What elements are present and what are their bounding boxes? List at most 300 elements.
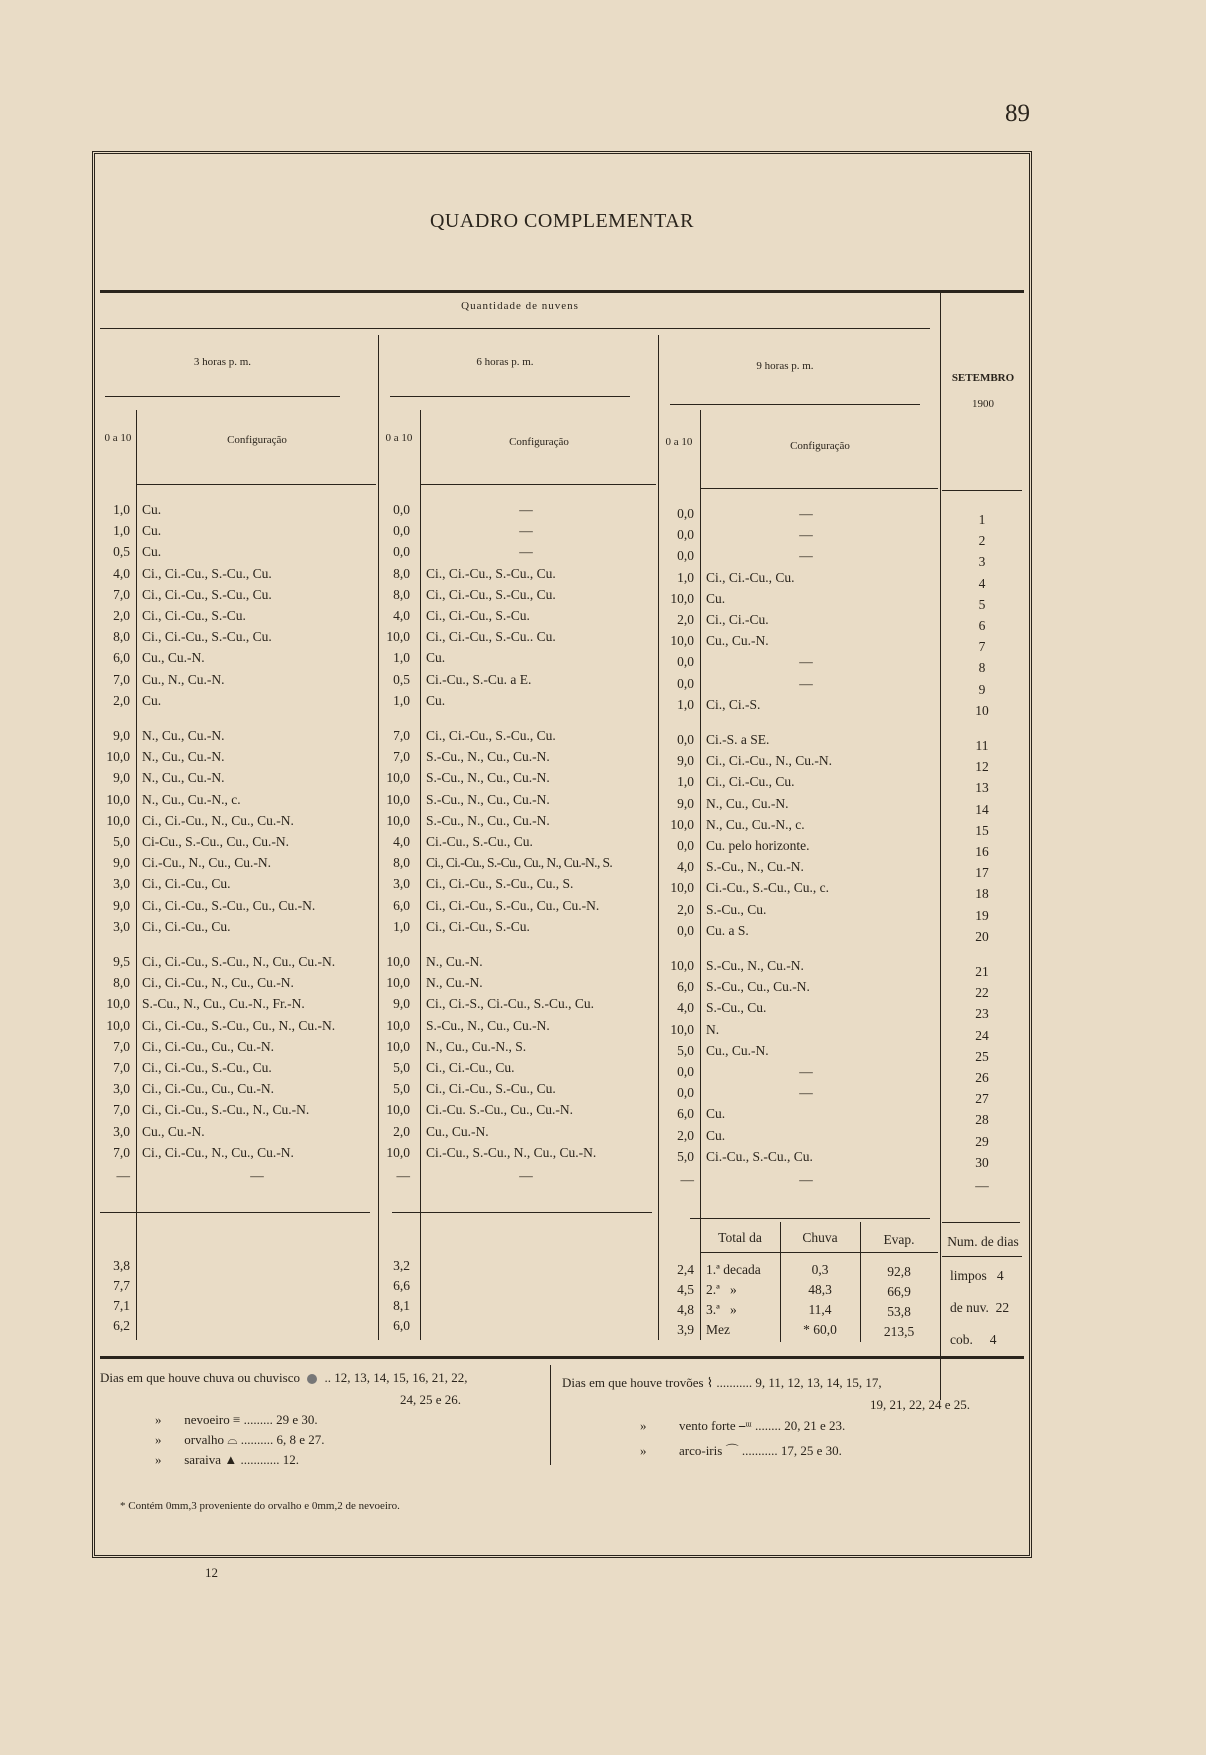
config-9pm: S.-Cu., Cu. bbox=[706, 1000, 767, 1016]
header-6pm: 6 horas p. m. bbox=[476, 356, 534, 368]
mean-9pm: 2,4 bbox=[677, 1262, 694, 1277]
period: 1.ª decada bbox=[706, 1262, 761, 1277]
day: 23 bbox=[975, 1006, 989, 1022]
config-6pm: Ci., Ci.-Cu., S.-Cu., Cu. bbox=[426, 565, 556, 581]
config-9pm: Cu. pelo horizonte. bbox=[706, 838, 810, 853]
cloud-amount-9pm: 1,0 bbox=[677, 696, 694, 712]
config-9pm: N. bbox=[706, 1021, 720, 1037]
leader: .. bbox=[324, 1370, 335, 1385]
header-rule bbox=[670, 404, 920, 405]
day: 13 bbox=[975, 780, 989, 796]
cloud-amount-6pm: 10,0 bbox=[386, 954, 410, 969]
config-3pm: Ci., Ci.-Cu., S.-Cu., Cu. bbox=[142, 586, 272, 602]
config-6pm: Ci., Ci.-Cu., S.-Cu. bbox=[426, 608, 530, 623]
cloud-amount-9pm: 1,0 bbox=[677, 569, 694, 585]
config-6pm: S.-Cu., N., Cu., Cu.-N. bbox=[426, 812, 550, 828]
wind-icon: ⎯ᵚ bbox=[738, 1418, 752, 1433]
cloud-amount-3pm: 10,0 bbox=[106, 996, 130, 1012]
cloud-amount-6pm: 4,0 bbox=[393, 834, 410, 849]
cloud-amount-6pm: 0,0 bbox=[393, 502, 410, 517]
config-3pm: — bbox=[250, 1168, 264, 1183]
cloud-amount-6pm: 1,0 bbox=[393, 918, 410, 934]
config-6pm: Ci., Ci.-Cu., S.-Cu.. Cu. bbox=[426, 629, 556, 645]
day: 14 bbox=[975, 801, 989, 817]
cloud-amount-3pm: — bbox=[116, 1168, 130, 1183]
leader: ........ bbox=[755, 1418, 782, 1433]
day: 22 bbox=[975, 985, 989, 1001]
hail-icon: ▲ bbox=[224, 1452, 238, 1467]
cloud-amount-9pm: 2,0 bbox=[677, 612, 694, 627]
arco-label: » arco-iris bbox=[640, 1443, 723, 1458]
cloud-amount-3pm: 7,0 bbox=[113, 586, 130, 602]
config-6pm: Ci.-Cu., S.-Cu. a E. bbox=[426, 671, 532, 687]
cloud-amount-9pm: 0,0 bbox=[677, 675, 694, 691]
cloud-amount-3pm: 7,0 bbox=[113, 1060, 130, 1075]
cloud-amount-9pm: 0,0 bbox=[677, 1085, 694, 1101]
period: 3.ª » bbox=[706, 1302, 737, 1317]
config-9pm: — bbox=[799, 1064, 813, 1079]
mean-6pm: 8,1 bbox=[393, 1298, 410, 1313]
day: 3 bbox=[978, 554, 986, 570]
config-3pm: Ci., Ci.-Cu., Cu., Cu.-N. bbox=[142, 1081, 275, 1097]
day: 11 bbox=[975, 738, 989, 753]
cloud-amount-9pm: 10,0 bbox=[670, 958, 694, 973]
config-6pm: Ci., Ci.-Cu., S.-Cu. bbox=[426, 918, 530, 934]
config-3pm: Ci., Ci.-Cu., N., Cu., Cu.-N. bbox=[142, 1144, 294, 1160]
cloud-amount-9pm: 6,0 bbox=[677, 979, 694, 995]
config-6pm: Ci.-Cu. S.-Cu., Cu., Cu.-N. bbox=[426, 1102, 574, 1118]
day: 15 bbox=[975, 822, 989, 838]
evap-value: 92,8 bbox=[887, 1264, 911, 1279]
config-6pm: S.-Cu., N., Cu., Cu.-N. bbox=[426, 1017, 550, 1033]
config-6pm: Cu., Cu.-N. bbox=[426, 1123, 489, 1139]
cloud-amount-3pm: 7,0 bbox=[113, 1102, 130, 1118]
cloud-amount-3pm: 3,0 bbox=[113, 918, 130, 934]
day: 28 bbox=[975, 1112, 989, 1128]
cloud-amount-9pm: 10,0 bbox=[670, 590, 694, 606]
cloud-amount-6pm: 8,0 bbox=[393, 565, 410, 581]
config-3pm: Cu., N., Cu.-N. bbox=[142, 671, 225, 687]
cloud-amount-9pm: 10,0 bbox=[670, 880, 694, 896]
orvalho-days: 6, 8 e 27. bbox=[276, 1432, 325, 1447]
config-3pm: Ci., Ci.-Cu., S.-Cu., N., Cu., Cu.-N. bbox=[142, 954, 336, 969]
day: 21 bbox=[975, 964, 989, 979]
config-3pm: Ci., Ci.-Cu., N., Cu., Cu.-N. bbox=[142, 812, 294, 828]
cloud-amount-3pm: 8,0 bbox=[113, 629, 130, 645]
header-month: SETEMBRO bbox=[951, 372, 1015, 384]
config-9pm: S.-Cu., N., Cu.-N. bbox=[706, 958, 804, 973]
cloud-amount-6pm: 10,0 bbox=[386, 975, 410, 991]
config-9pm: Ci.-S. a SE. bbox=[706, 732, 770, 747]
cloud-amount-3pm: 7,0 bbox=[113, 1038, 130, 1054]
mean-9pm: 3,9 bbox=[677, 1322, 694, 1337]
day: 4 bbox=[978, 575, 986, 591]
cloud-amount-3pm: 6,0 bbox=[113, 650, 130, 666]
cloud-amount-9pm: 5,0 bbox=[677, 1042, 694, 1058]
evap-value: 213,5 bbox=[883, 1324, 915, 1339]
footnote-orvalho bbox=[155, 1432, 325, 1448]
cloud-amount-3pm: 9,0 bbox=[113, 770, 130, 786]
chuva-days-cont: 24, 25 e 26. bbox=[400, 1392, 462, 1407]
divider bbox=[942, 1256, 1022, 1257]
config-3pm: Ci., Ci.-Cu., S.-Cu., Cu., Cu.-N. bbox=[142, 897, 316, 913]
config-9pm: S.-Cu., N., Cu.-N. bbox=[706, 859, 804, 875]
config-6pm: Cu. bbox=[426, 650, 446, 666]
day: 16 bbox=[975, 844, 989, 859]
day: 5 bbox=[978, 596, 986, 612]
header-scale-6pm: 0 a 10 bbox=[385, 432, 413, 444]
config-6pm: — bbox=[519, 523, 533, 539]
divider bbox=[942, 1222, 1020, 1223]
num-dias-label: Num. de dias bbox=[947, 1234, 1019, 1249]
config-6pm: — bbox=[519, 502, 533, 517]
cloud-amount-9pm: 0,0 bbox=[677, 732, 694, 747]
cloud-amount-9pm: 5,0 bbox=[677, 1148, 694, 1164]
header-year: 1900 bbox=[972, 398, 994, 410]
cloud-amount-9pm: 4,0 bbox=[677, 859, 694, 875]
cloud-amount-3pm: 5,0 bbox=[113, 834, 130, 849]
config-9pm: N., Cu., Cu.-N., c. bbox=[706, 816, 805, 832]
cloud-amount-6pm: 10,0 bbox=[386, 791, 410, 807]
config-6pm: — bbox=[519, 544, 533, 560]
config-6pm: Ci., Ci.-Cu., S.-Cu., Cu. bbox=[426, 728, 556, 743]
cloud-amount-3pm: 3,0 bbox=[113, 1081, 130, 1097]
config-3pm: Ci., Ci.-Cu., N., Cu., Cu.-N. bbox=[142, 975, 294, 991]
config-9pm: — bbox=[799, 1172, 813, 1187]
config-3pm: Cu. bbox=[142, 692, 162, 708]
config-6pm: Ci., Ci.-Cu., S.-Cu., Cu., S. bbox=[426, 876, 574, 892]
day: 1 bbox=[978, 512, 986, 527]
cloud-amount-3pm: 9,5 bbox=[113, 954, 130, 969]
config-9pm: Ci., Ci.-Cu., Cu. bbox=[706, 569, 795, 585]
period: 2.ª » bbox=[706, 1282, 737, 1297]
divider bbox=[550, 1365, 551, 1465]
clouds-group-header: Quantidade de nuvens bbox=[461, 300, 579, 312]
cloud-amount-6pm: 8,0 bbox=[393, 586, 410, 602]
header-rule bbox=[420, 484, 656, 485]
footnote-vento bbox=[640, 1418, 845, 1434]
cob: cob. 4 bbox=[950, 1332, 997, 1347]
leader: ......... bbox=[243, 1412, 273, 1427]
config-9pm: Ci., Ci.-Cu., N., Cu.-N. bbox=[706, 753, 833, 769]
config-3pm: Ci., Ci.-Cu., S.-Cu., Cu., N., Cu.-N. bbox=[142, 1017, 336, 1033]
footnote-note: * Contém 0mm,3 proveniente do orvalho e 0mm,2 de nevoeiro. bbox=[120, 1500, 400, 1512]
day: 9 bbox=[978, 681, 986, 697]
config-9pm: S.-Cu., Cu. bbox=[706, 901, 767, 917]
rainbow-icon: ⌒ bbox=[725, 1443, 739, 1458]
header-rule bbox=[105, 396, 340, 397]
table bbox=[100, 160, 1024, 1550]
cloud-amount-6pm: — bbox=[396, 1168, 410, 1183]
cloud-amount-6pm: 7,0 bbox=[393, 749, 410, 765]
cloud-amount-3pm: 3,0 bbox=[113, 1123, 130, 1139]
cloud-amount-9pm: 0,0 bbox=[677, 654, 694, 670]
footnote-trovoes bbox=[562, 1375, 882, 1391]
divider bbox=[100, 290, 1024, 293]
config-3pm: Cu. bbox=[142, 544, 162, 560]
limpos: limpos 4 bbox=[950, 1268, 1004, 1283]
divider bbox=[700, 410, 701, 1340]
cloud-amount-6pm: 1,0 bbox=[393, 650, 410, 666]
saraiva-days: 12. bbox=[282, 1452, 299, 1467]
config-9pm: N., Cu., Cu.-N. bbox=[706, 795, 789, 811]
config-3pm: Ci.-Cu., N., Cu., Cu.-N. bbox=[142, 855, 272, 871]
mean-3pm: 7,1 bbox=[113, 1298, 130, 1313]
config-3pm: Ci., Ci.-Cu., Cu., Cu.-N. bbox=[142, 1038, 275, 1054]
cloud-amount-3pm: 7,0 bbox=[113, 1144, 130, 1160]
footnote-nevoeiro bbox=[155, 1412, 318, 1428]
chuva-value: 0,3 bbox=[811, 1262, 829, 1277]
day: 27 bbox=[975, 1091, 989, 1107]
cloud-amount-6pm: 10,0 bbox=[386, 1102, 410, 1118]
header-rule bbox=[100, 328, 930, 329]
period: Mez bbox=[706, 1322, 730, 1337]
cloud-amount-3pm: 9,0 bbox=[113, 855, 130, 871]
mean-9pm: 4,8 bbox=[677, 1302, 694, 1317]
cloud-amount-9pm: 0,0 bbox=[677, 527, 694, 543]
day: 17 bbox=[975, 865, 989, 881]
sheet-number: 12 bbox=[205, 1565, 218, 1580]
config-9pm: Cu. bbox=[706, 1106, 726, 1122]
cloud-amount-9pm: 0,0 bbox=[677, 838, 694, 853]
divider bbox=[700, 1252, 938, 1253]
mean-6pm: 6,0 bbox=[393, 1318, 410, 1333]
cloud-amount-6pm: 10,0 bbox=[386, 1038, 410, 1054]
cloud-amount-6pm: 0,0 bbox=[393, 523, 410, 539]
leader: ........... bbox=[741, 1443, 778, 1458]
cloud-amount-9pm: 9,0 bbox=[677, 753, 694, 769]
trovoes-days-cont: 19, 21, 22, 24 e 25. bbox=[870, 1397, 971, 1412]
chuva-label: Chuva bbox=[802, 1230, 838, 1245]
config-3pm: S.-Cu., N., Cu., Cu.-N., Fr.-N. bbox=[142, 996, 305, 1012]
config-3pm: Ci-Cu., S.-Cu., Cu., Cu.-N. bbox=[142, 834, 290, 849]
evap-value: 53,8 bbox=[887, 1304, 911, 1319]
config-3pm: Cu., Cu.-N. bbox=[142, 650, 205, 666]
config-6pm: Ci.-Cu., S.-Cu., Cu. bbox=[426, 834, 533, 849]
cloud-amount-3pm: 3,0 bbox=[113, 876, 130, 892]
day: 24 bbox=[975, 1027, 989, 1043]
cloud-amount-9pm: 10,0 bbox=[670, 633, 694, 649]
config-9pm: — bbox=[799, 506, 813, 521]
config-3pm: Ci., Ci.-Cu., S.-Cu., Cu. bbox=[142, 629, 272, 645]
cloud-amount-6pm: 3,0 bbox=[393, 876, 410, 892]
cloud-amount-6pm: 9,0 bbox=[393, 996, 410, 1012]
cloud-amount-6pm: 10,0 bbox=[386, 812, 410, 828]
cloud-amount-3pm: 0,5 bbox=[113, 544, 130, 560]
config-6pm: N., Cu., Cu.-N., S. bbox=[426, 1038, 527, 1054]
cloud-amount-9pm: 4,0 bbox=[677, 1000, 694, 1016]
day: 20 bbox=[975, 928, 989, 944]
config-9pm: Cu., Cu.-N. bbox=[706, 633, 769, 649]
header-scale-3pm: 0 a 10 bbox=[104, 432, 132, 444]
cloud-amount-3pm: 1,0 bbox=[113, 523, 130, 539]
chuva-value: 11,4 bbox=[808, 1302, 832, 1317]
config-3pm: N., Cu., Cu.-N. bbox=[142, 770, 225, 786]
cloud-amount-6pm: 10,0 bbox=[386, 770, 410, 786]
config-9pm: S.-Cu., Cu., Cu.-N. bbox=[706, 979, 810, 995]
day: 30 bbox=[975, 1154, 989, 1170]
config-6pm: — bbox=[519, 1168, 533, 1183]
total-label: Total da bbox=[718, 1230, 762, 1245]
config-9pm: Cu. bbox=[706, 1127, 726, 1143]
thunder-icon: ⌇ bbox=[706, 1375, 714, 1390]
config-9pm: Cu. bbox=[706, 590, 726, 606]
config-9pm: — bbox=[799, 548, 813, 564]
header-rule bbox=[136, 484, 376, 485]
footnote-arco bbox=[640, 1440, 842, 1459]
config-6pm: Ci., Ci.-S., Ci.-Cu., S.-Cu., Cu. bbox=[426, 996, 595, 1012]
cloud-amount-6pm: 10,0 bbox=[386, 629, 410, 645]
cloud-amount-6pm: 1,0 bbox=[393, 692, 410, 708]
header-config-3pm: Configuração bbox=[227, 434, 287, 446]
config-3pm: Cu. bbox=[142, 502, 162, 517]
cloud-amount-6pm: 0,5 bbox=[393, 671, 410, 687]
config-9pm: — bbox=[799, 654, 813, 670]
mean-3pm: 6,2 bbox=[113, 1318, 130, 1333]
cloud-amount-9pm: 9,0 bbox=[677, 795, 694, 811]
table-title: QUADRO COMPLEMENTAR bbox=[429, 210, 695, 232]
day: 12 bbox=[975, 759, 989, 775]
cloud-amount-9pm: 2,0 bbox=[677, 1127, 694, 1143]
config-9pm: — bbox=[799, 527, 813, 543]
config-3pm: N., Cu., Cu.-N. bbox=[142, 728, 225, 743]
divider bbox=[100, 1356, 1024, 1359]
leader: .......... bbox=[240, 1432, 274, 1447]
config-3pm: N., Cu., Cu.-N., c. bbox=[142, 791, 241, 807]
config-6pm: S.-Cu., N., Cu., Cu.-N. bbox=[426, 791, 550, 807]
header-config-9pm: Configuração bbox=[790, 440, 850, 452]
cloud-amount-6pm: 10,0 bbox=[386, 1017, 410, 1033]
config-9pm: Ci.-Cu., S.-Cu., Cu., c. bbox=[706, 880, 830, 896]
chuva-label: Dias em que houve chuva ou chuvisco bbox=[100, 1370, 301, 1385]
header-scale-9pm: 0 a 10 bbox=[665, 436, 693, 448]
day: 2 bbox=[978, 533, 986, 549]
chuva-days: 12, 13, 14, 15, 16, 21, 22, bbox=[334, 1370, 468, 1385]
config-9pm: — bbox=[799, 1085, 813, 1101]
trovoes-days: 9, 11, 12, 13, 14, 15, 17, bbox=[755, 1375, 882, 1390]
cloud-amount-6pm: 0,0 bbox=[393, 544, 410, 560]
cloud-amount-9pm: 10,0 bbox=[670, 816, 694, 832]
orvalho-label: » orvalho bbox=[155, 1432, 224, 1447]
footnote-chuva bbox=[100, 1370, 468, 1386]
cloud-amount-9pm: 10,0 bbox=[670, 1021, 694, 1037]
header-rule bbox=[942, 490, 1022, 491]
config-3pm: Ci., Ci.-Cu., S.-Cu., Cu. bbox=[142, 565, 272, 581]
trovoes-label: Dias em que houve trovões bbox=[562, 1375, 704, 1390]
cloud-amount-3pm: 10,0 bbox=[106, 812, 130, 828]
config-6pm: S.-Cu., N., Cu., Cu.-N. bbox=[426, 770, 550, 786]
cloud-amount-3pm: 10,0 bbox=[106, 791, 130, 807]
cloud-amount-6pm: 2,0 bbox=[393, 1123, 410, 1139]
page-number: 89 bbox=[1005, 100, 1030, 127]
cloud-amount-6pm: 7,0 bbox=[393, 728, 410, 743]
config-6pm: Ci., Ci.-Cu., S.-Cu., Cu., Cu.-N. bbox=[426, 897, 600, 913]
config-9pm: Ci., Ci.-S. bbox=[706, 696, 761, 712]
config-6pm: Ci., Ci.-Cu., S.-Cu., Cu. bbox=[426, 586, 556, 602]
day: 8 bbox=[978, 660, 986, 676]
rain-icon bbox=[307, 1374, 317, 1384]
de-nuv: de nuv. 22 bbox=[950, 1300, 1010, 1315]
day: 25 bbox=[975, 1048, 989, 1064]
config-6pm: N., Cu.-N. bbox=[426, 975, 483, 991]
config-9pm: Ci.-Cu., S.-Cu., Cu. bbox=[706, 1148, 813, 1164]
config-9pm: Cu. a S. bbox=[706, 922, 749, 938]
saraiva-label: » saraiva bbox=[155, 1452, 222, 1467]
config-6pm: Ci., Ci.-Cu., S.-Cu., Cu., N., Cu.-N., S. bbox=[426, 855, 613, 871]
day: 10 bbox=[975, 702, 989, 718]
cloud-amount-3pm: 8,0 bbox=[113, 975, 130, 991]
vento-label: » vento forte bbox=[640, 1418, 736, 1433]
leader: ............ bbox=[240, 1452, 280, 1467]
day: — bbox=[975, 1178, 989, 1193]
cloud-amount-3pm: 1,0 bbox=[113, 502, 130, 517]
cloud-amount-6pm: 5,0 bbox=[393, 1060, 410, 1075]
chuva-value: * 60,0 bbox=[803, 1322, 837, 1337]
cloud-amount-6pm: 10,0 bbox=[386, 1144, 410, 1160]
divider bbox=[100, 1212, 370, 1213]
cloud-amount-9pm: 0,0 bbox=[677, 1064, 694, 1079]
config-6pm: S.-Cu., N., Cu., Cu.-N. bbox=[426, 749, 550, 765]
mean-3pm: 7,7 bbox=[113, 1278, 130, 1293]
config-3pm: Ci., Ci.-Cu., S.-Cu. bbox=[142, 608, 246, 623]
config-3pm: Cu. bbox=[142, 523, 162, 539]
cloud-amount-3pm: 7,0 bbox=[113, 671, 130, 687]
mean-6pm: 3,2 bbox=[393, 1258, 410, 1273]
day: 6 bbox=[978, 618, 986, 633]
cloud-amount-3pm: 9,0 bbox=[113, 897, 130, 913]
cloud-amount-9pm: 2,0 bbox=[677, 901, 694, 917]
nevoeiro-label: » nevoeiro bbox=[155, 1412, 230, 1427]
config-6pm: Ci., Ci.-Cu., S.-Cu., Cu. bbox=[426, 1081, 556, 1097]
config-3pm: Cu., Cu.-N. bbox=[142, 1123, 205, 1139]
header-rule bbox=[390, 396, 630, 397]
evap-label: Evap. bbox=[883, 1232, 915, 1247]
cloud-amount-6pm: 6,0 bbox=[393, 897, 410, 913]
arco-days: 17, 25 e 30. bbox=[780, 1443, 842, 1458]
cloud-amount-3pm: 2,0 bbox=[113, 608, 130, 623]
evap-value: 66,9 bbox=[887, 1284, 911, 1299]
config-6pm: Ci., Ci.-Cu., Cu. bbox=[426, 1060, 515, 1075]
config-3pm: Ci., Ci.-Cu., S.-Cu., N., Cu.-N. bbox=[142, 1102, 310, 1118]
vento-days: 20, 21 e 23. bbox=[784, 1418, 846, 1433]
cloud-amount-3pm: 2,0 bbox=[113, 692, 130, 708]
cloud-amount-3pm: 10,0 bbox=[106, 749, 130, 765]
divider bbox=[392, 1212, 652, 1213]
divider bbox=[690, 1218, 930, 1219]
config-3pm: N., Cu., Cu.-N. bbox=[142, 749, 225, 765]
config-6pm: Cu. bbox=[426, 692, 446, 708]
day: 19 bbox=[975, 907, 989, 923]
header-3pm: 3 horas p. m. bbox=[193, 356, 252, 368]
day: 18 bbox=[975, 886, 989, 902]
divider bbox=[940, 290, 941, 1400]
config-6pm: N., Cu.-N. bbox=[426, 954, 483, 969]
config-9pm: Ci., Ci.-Cu., Cu. bbox=[706, 774, 795, 790]
divider bbox=[136, 410, 137, 1340]
day: 26 bbox=[975, 1070, 989, 1085]
config-3pm: Ci., Ci.-Cu., S.-Cu., Cu. bbox=[142, 1060, 272, 1075]
mean-6pm: 6,6 bbox=[393, 1278, 410, 1293]
chuva-value: 48,3 bbox=[808, 1282, 832, 1297]
fog-icon: ≡ bbox=[232, 1412, 241, 1427]
mean-9pm: 4,5 bbox=[677, 1282, 694, 1297]
cloud-amount-6pm: 4,0 bbox=[393, 608, 410, 623]
config-9pm: Ci., Ci.-Cu. bbox=[706, 612, 769, 627]
header-9pm: 9 horas p. m. bbox=[756, 360, 814, 372]
cloud-amount-9pm: — bbox=[680, 1172, 694, 1187]
dew-icon: ⌓ bbox=[227, 1432, 238, 1447]
header-config-6pm: Configuração bbox=[509, 436, 569, 448]
